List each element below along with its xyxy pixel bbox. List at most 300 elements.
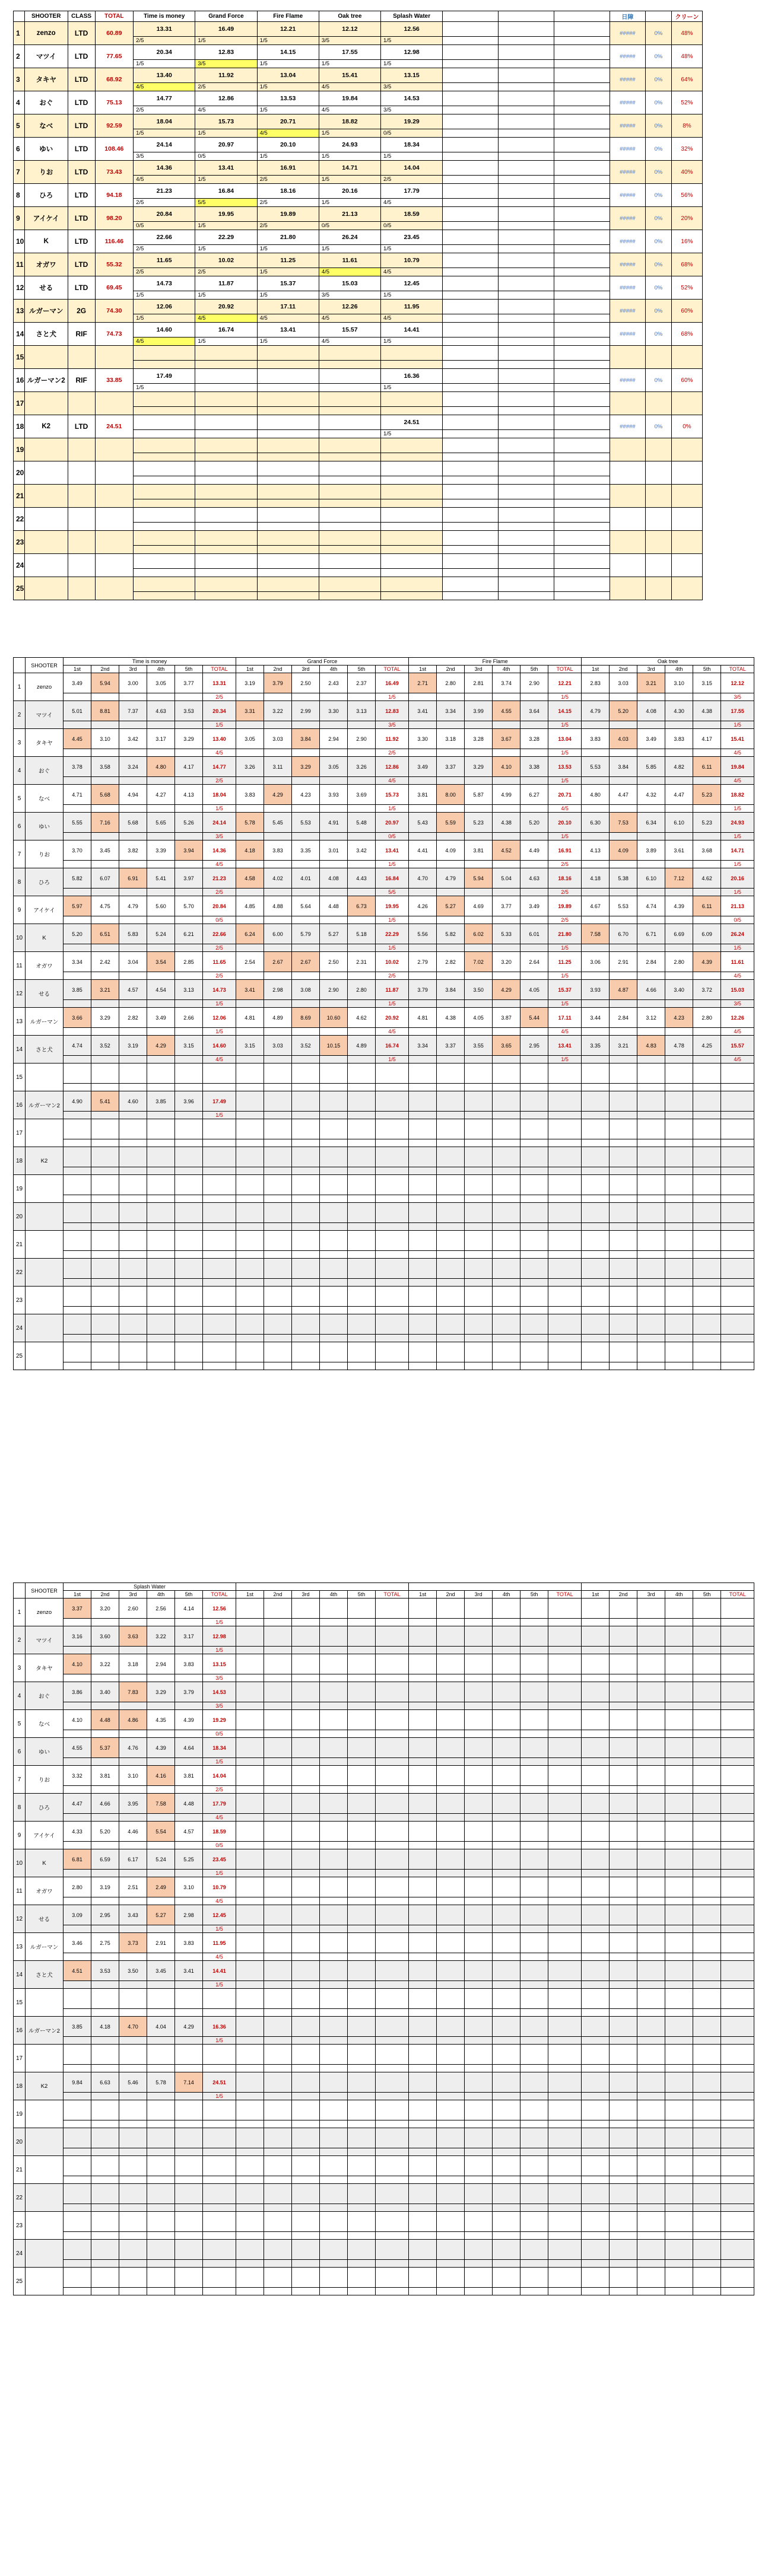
round-time — [348, 1063, 376, 1084]
shooter-total: 74.30 — [95, 300, 134, 323]
round-mark — [693, 1195, 721, 1203]
round-time — [493, 1710, 520, 1730]
round-mark — [292, 1307, 320, 1314]
round-time: 4.85 — [236, 896, 264, 916]
round-mark — [175, 2204, 203, 2212]
round-mark — [91, 777, 119, 785]
blank-cell — [554, 346, 610, 361]
round-time: 5.20 — [610, 701, 637, 721]
round-mark — [292, 1335, 320, 1342]
shooter-number: 19 — [14, 2100, 26, 2128]
stage-total: 13.15 — [203, 1654, 236, 1674]
round-mark — [582, 1702, 610, 1710]
round-time — [175, 1231, 203, 1251]
round-mark — [637, 1279, 665, 1287]
round-mark — [493, 2204, 520, 2212]
stage-hits — [195, 546, 257, 554]
round-time — [175, 1063, 203, 1084]
round-mark — [292, 1758, 320, 1766]
round-mark — [264, 2037, 292, 2045]
round-time: 2.51 — [119, 1877, 147, 1897]
header-total: TOTAL — [548, 666, 582, 673]
stage-total: 21.23 — [203, 868, 236, 889]
round-time — [693, 1766, 721, 1786]
stage-hits: 1/5 — [257, 37, 319, 45]
blank-cell — [554, 184, 610, 199]
round-time: 3.15 — [693, 673, 721, 693]
detail-row-sub — [14, 889, 754, 896]
stage-hits — [376, 1251, 409, 1259]
round-mark — [610, 1251, 637, 1259]
round-time — [637, 1738, 665, 1758]
round-time — [582, 2100, 610, 2120]
round-mark — [348, 777, 376, 785]
blank-cell — [499, 476, 554, 485]
round-time — [348, 1091, 376, 1112]
blank-cell — [443, 91, 499, 106]
stage-hits — [376, 2232, 409, 2240]
round-time — [493, 2017, 520, 2037]
round-time: 4.05 — [520, 980, 548, 1000]
shooter-number: 5 — [14, 114, 25, 138]
round-mark — [665, 721, 693, 729]
round-mark — [91, 2148, 119, 2156]
round-mark — [610, 2204, 637, 2212]
summary-row — [14, 369, 703, 384]
round-time — [582, 1654, 610, 1674]
round-time: 4.10 — [64, 1654, 91, 1674]
round-mark — [292, 861, 320, 868]
round-time: 4.51 — [64, 1961, 91, 1981]
blank-cell — [443, 407, 499, 415]
round-mark — [582, 2065, 610, 2072]
round-mark — [693, 1279, 721, 1287]
round-mark — [119, 1335, 147, 1342]
round-time: 3.50 — [119, 1961, 147, 1981]
round-mark — [493, 805, 520, 813]
stage-time — [195, 577, 257, 592]
stage-hits: 0/5 — [721, 916, 754, 924]
summary-row — [14, 392, 703, 407]
round-mark — [236, 1112, 264, 1119]
stage-time: 14.71 — [319, 161, 380, 176]
round-time — [292, 1626, 320, 1647]
round-time: 3.22 — [91, 1654, 119, 1674]
round-time — [637, 1654, 665, 1674]
detail-row — [14, 2072, 754, 2093]
round-time: 3.37 — [437, 1036, 465, 1056]
blank-cell — [554, 523, 610, 531]
round-mark — [348, 1702, 376, 1710]
round-time: 4.35 — [147, 1710, 175, 1730]
stage-hits — [203, 1362, 236, 1370]
stage-total — [203, 1147, 236, 1167]
stage-hits — [721, 1619, 754, 1626]
round-mark — [637, 1814, 665, 1822]
shooter-class: LTD — [68, 114, 95, 138]
stage-time — [134, 415, 195, 430]
round-time: 4.09 — [437, 840, 465, 861]
round-mark — [582, 1056, 610, 1063]
round-time: 6.51 — [91, 924, 119, 944]
round-time: 4.66 — [637, 980, 665, 1000]
detail-round-header-row — [14, 1591, 754, 1599]
round-time — [292, 1933, 320, 1953]
round-mark — [693, 833, 721, 840]
round-time — [348, 2212, 376, 2232]
round-time — [493, 2072, 520, 2093]
round-mark — [610, 805, 637, 813]
round-time — [292, 1231, 320, 1251]
stage-time: 16.74 — [195, 323, 257, 337]
stage-hits — [548, 2288, 582, 2295]
stage-total: 14.15 — [548, 701, 582, 721]
stage-time — [381, 485, 443, 499]
stage-total: 24.14 — [203, 813, 236, 833]
blank-cell — [443, 37, 499, 45]
stage-total — [721, 2017, 754, 2037]
round-time — [665, 1794, 693, 1814]
round-mark — [493, 1786, 520, 1794]
stage-time: 20.92 — [195, 300, 257, 314]
round-time — [465, 1314, 493, 1335]
round-time: 4.60 — [119, 1091, 147, 1112]
round-mark — [175, 2093, 203, 2100]
stage-hits: 4/5 — [195, 314, 257, 323]
header-round: 5th — [693, 666, 721, 673]
stage-total — [548, 1877, 582, 1897]
shooter-number: 19 — [14, 1175, 26, 1203]
round-mark — [119, 1028, 147, 1036]
round-mark — [409, 805, 437, 813]
round-mark — [582, 1084, 610, 1091]
round-time — [409, 2100, 437, 2120]
round-mark — [119, 1000, 147, 1008]
round-mark — [64, 1000, 91, 1008]
round-mark — [493, 1195, 520, 1203]
round-mark — [119, 777, 147, 785]
round-mark — [437, 2093, 465, 2100]
round-mark — [119, 1619, 147, 1626]
round-time: 4.52 — [493, 840, 520, 861]
shooter-number: 2 — [14, 701, 26, 729]
round-time — [637, 1287, 665, 1307]
round-mark — [465, 1925, 493, 1933]
round-time — [437, 1905, 465, 1925]
round-mark — [236, 861, 264, 868]
round-mark — [637, 861, 665, 868]
round-mark — [147, 1139, 175, 1147]
stage-time: 15.57 — [319, 323, 380, 337]
round-mark — [693, 972, 721, 980]
round-mark — [64, 1619, 91, 1626]
stage-total: 14.71 — [721, 840, 754, 861]
blank-cell — [499, 384, 554, 392]
stage-time: 16.91 — [257, 161, 319, 176]
round-mark — [264, 2093, 292, 2100]
round-mark — [320, 1307, 348, 1314]
stage-hits: 1/5 — [548, 833, 582, 840]
round-time: 4.79 — [119, 896, 147, 916]
round-time: 4.18 — [91, 2017, 119, 2037]
round-time: 3.58 — [91, 757, 119, 777]
stage-time — [319, 438, 380, 453]
round-mark — [637, 972, 665, 980]
round-time — [264, 1091, 292, 1112]
shooter-percent: 0% — [646, 161, 672, 184]
round-time — [292, 2156, 320, 2176]
round-time: 5.87 — [465, 785, 493, 805]
round-time — [437, 2156, 465, 2176]
stage-hits: 3/5 — [381, 106, 443, 114]
round-time: 5.56 — [409, 924, 437, 944]
round-time: 6.10 — [665, 813, 693, 833]
shooter-number: 6 — [14, 813, 26, 840]
round-time: 6.73 — [348, 896, 376, 916]
stage-time — [195, 346, 257, 361]
round-mark — [64, 1953, 91, 1961]
round-mark — [119, 1139, 147, 1147]
round-mark — [665, 972, 693, 980]
round-mark — [693, 1981, 721, 1989]
shooter-name — [26, 1287, 64, 1314]
round-time — [693, 1147, 721, 1167]
stage-total — [721, 2212, 754, 2232]
round-time: 5.55 — [64, 813, 91, 833]
round-time — [465, 1961, 493, 1981]
shooter-percent — [646, 508, 672, 531]
stage-time: 20.16 — [319, 184, 380, 199]
round-mark — [264, 1842, 292, 1849]
round-mark — [493, 2176, 520, 2184]
round-mark — [91, 916, 119, 924]
stage-total: 18.16 — [548, 868, 582, 889]
round-time — [409, 1287, 437, 1307]
stage-hits: 4/5 — [203, 1953, 236, 1961]
round-time — [320, 1147, 348, 1167]
stage-hits: 4/5 — [381, 314, 443, 323]
round-mark — [119, 889, 147, 896]
summary-row — [14, 508, 703, 523]
round-mark — [409, 2120, 437, 2128]
stage-time: 14.60 — [134, 323, 195, 337]
round-mark — [610, 916, 637, 924]
stage-total: 11.92 — [376, 729, 409, 749]
round-time: 2.90 — [348, 729, 376, 749]
stage-total — [376, 1091, 409, 1112]
stage-hits — [195, 384, 257, 392]
header-stage-name — [409, 1583, 582, 1591]
shooter-name — [24, 508, 68, 531]
stage-time — [195, 508, 257, 523]
stage-hits: 2/5 — [203, 972, 236, 980]
detail-row — [14, 868, 754, 889]
stage-hits — [721, 1674, 754, 1682]
round-time — [665, 1738, 693, 1758]
round-time: 2.54 — [236, 952, 264, 972]
round-time — [610, 1342, 637, 1362]
round-mark — [264, 1786, 292, 1794]
round-time — [292, 1287, 320, 1307]
round-time: 3.29 — [465, 757, 493, 777]
round-mark — [348, 2288, 376, 2295]
stage-time: 15.37 — [257, 276, 319, 291]
round-time: 3.96 — [175, 1091, 203, 1112]
round-mark — [437, 805, 465, 813]
round-mark — [147, 2148, 175, 2156]
round-mark — [175, 2120, 203, 2128]
stage-hits: 2/5 — [257, 199, 319, 207]
stage-total: 16.91 — [548, 840, 582, 861]
stage-hits — [257, 546, 319, 554]
round-time — [264, 1849, 292, 1870]
round-time — [493, 1933, 520, 1953]
shooter-number: 5 — [14, 1710, 26, 1738]
round-time — [437, 2128, 465, 2148]
shooter-name: おぐ — [26, 757, 64, 785]
round-time — [665, 2100, 693, 2120]
round-mark — [236, 1619, 264, 1626]
round-time — [320, 1682, 348, 1702]
round-mark — [637, 2148, 665, 2156]
round-time — [264, 1989, 292, 2009]
round-mark — [91, 1167, 119, 1175]
round-mark — [64, 2037, 91, 2045]
stage-time: 26.24 — [319, 230, 380, 245]
shooter-total: 60.89 — [95, 22, 134, 45]
header-blank-4 — [646, 11, 672, 22]
round-time: 4.66 — [91, 1794, 119, 1814]
round-time: 3.28 — [465, 729, 493, 749]
detail-row — [14, 1682, 754, 1702]
round-time — [437, 1342, 465, 1362]
round-time: 2.50 — [320, 952, 348, 972]
stage-hits: 2/5 — [257, 222, 319, 230]
header-total: TOTAL — [95, 11, 134, 22]
round-mark — [147, 805, 175, 813]
round-mark — [236, 916, 264, 924]
summary-row — [14, 485, 703, 499]
round-time — [520, 2072, 548, 2093]
round-mark — [465, 1139, 493, 1147]
header-penalty: クリーン — [671, 11, 702, 22]
shooter-percent: 0% — [646, 114, 672, 138]
round-time — [175, 2100, 203, 2120]
stage-time — [195, 485, 257, 499]
round-mark — [520, 2176, 548, 2184]
stage-hits — [721, 1084, 754, 1091]
round-mark — [693, 1335, 721, 1342]
round-time: 6.10 — [637, 868, 665, 889]
stage-time — [319, 392, 380, 407]
summary-row — [14, 207, 703, 222]
round-mark — [119, 1167, 147, 1175]
stage-hits — [319, 476, 380, 485]
stage-total — [203, 2240, 236, 2260]
round-time — [665, 2184, 693, 2204]
round-mark — [175, 972, 203, 980]
round-mark — [465, 1307, 493, 1314]
round-time: 3.20 — [91, 1599, 119, 1619]
shooter-name: せる — [24, 276, 68, 300]
round-mark — [236, 1223, 264, 1231]
stage-hits: 4/5 — [721, 777, 754, 785]
round-time — [348, 1119, 376, 1139]
round-mark — [610, 1112, 637, 1119]
stage-hits: 1/5 — [203, 805, 236, 813]
stage-total — [548, 2128, 582, 2148]
header-stage-name: Time is money — [64, 658, 236, 666]
shooter-rate: ##### — [610, 300, 645, 323]
round-mark — [637, 1084, 665, 1091]
round-mark — [320, 2260, 348, 2268]
blank-cell — [499, 138, 554, 152]
round-time: 3.65 — [493, 1036, 520, 1056]
round-mark — [147, 1870, 175, 1877]
round-time — [610, 1091, 637, 1112]
round-time: 4.64 — [175, 1738, 203, 1758]
round-mark — [493, 2009, 520, 2017]
stage-total — [376, 2156, 409, 2176]
shooter-number: 21 — [14, 2156, 26, 2184]
stage-time: 12.26 — [319, 300, 380, 314]
round-time: 4.62 — [693, 868, 721, 889]
stage-hits — [203, 1335, 236, 1342]
round-time — [520, 2240, 548, 2260]
round-mark — [292, 1139, 320, 1147]
round-mark — [409, 1925, 437, 1933]
round-mark — [147, 1758, 175, 1766]
detail-row-sub — [14, 1112, 754, 1119]
stage-hits — [203, 1195, 236, 1203]
round-time: 5.23 — [693, 785, 721, 805]
shooter-name: オガワ — [24, 253, 68, 276]
round-time: 3.17 — [147, 729, 175, 749]
shooter-percent: 0% — [646, 253, 672, 276]
round-mark — [147, 1981, 175, 1989]
round-mark — [437, 1362, 465, 1370]
round-time — [264, 1147, 292, 1167]
round-mark — [465, 1619, 493, 1626]
round-time — [236, 1091, 264, 1112]
stage-time — [134, 485, 195, 499]
round-time: 3.19 — [236, 673, 264, 693]
stage-hits — [134, 361, 195, 369]
round-time — [264, 1342, 292, 1362]
shooter-number: 1 — [14, 673, 26, 701]
round-mark — [320, 1251, 348, 1259]
shooter-rate — [610, 438, 645, 461]
round-mark — [175, 721, 203, 729]
round-mark — [320, 1167, 348, 1175]
round-mark — [264, 916, 292, 924]
round-mark — [520, 1167, 548, 1175]
round-mark — [465, 721, 493, 729]
round-mark — [493, 1674, 520, 1682]
round-mark — [493, 1279, 520, 1287]
stage-hits: 1/5 — [548, 749, 582, 757]
round-time — [64, 1203, 91, 1223]
round-mark — [64, 1925, 91, 1933]
shooter-total — [95, 577, 134, 600]
stage-hits — [376, 2204, 409, 2212]
stage-hits — [203, 2232, 236, 2240]
round-mark — [292, 1619, 320, 1626]
round-time: 8.00 — [437, 785, 465, 805]
shooter-name: ルガーマン2 — [26, 2017, 64, 2045]
round-time: 2.82 — [119, 1008, 147, 1028]
round-time: 3.40 — [91, 1682, 119, 1702]
